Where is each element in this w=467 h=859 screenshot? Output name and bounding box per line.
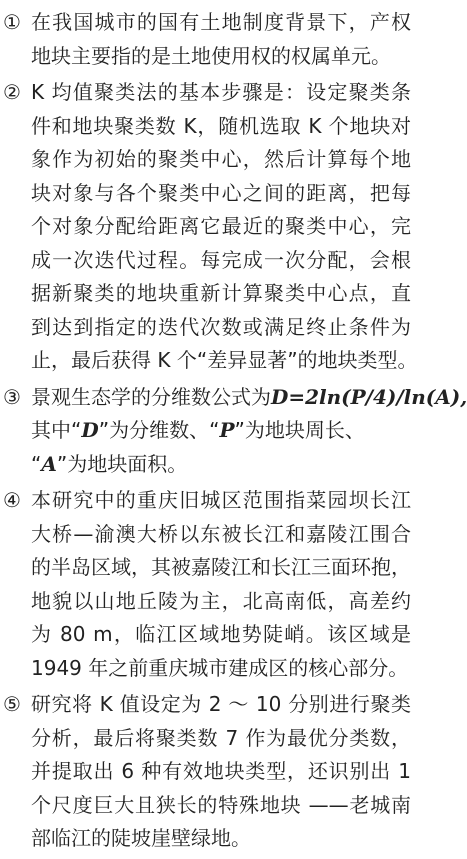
- note-marker: ①: [3, 10, 21, 34]
- note-3: [0, 381, 467, 482]
- note-4: [0, 484, 415, 685]
- note-line: 为 80 m，临江区域地势陡峭。该区域是: [31, 622, 411, 646]
- note-line: 部临江的陡坡崖壁绿地。: [31, 826, 251, 850]
- note-line: 本研究中的重庆旧城区范围指菜园坝长江: [31, 488, 411, 512]
- note-5: [0, 688, 415, 856]
- note-line: 大桥—渝澳大桥以东被长江和嘉陵江围合: [31, 521, 411, 546]
- variable-a: A: [41, 451, 57, 476]
- note-line: 并提取出 6 种有效地块类型，还识别出 1: [31, 759, 411, 783]
- text-fragment: 其中“: [31, 418, 82, 442]
- note-line: 到达到指定的迭代次数或满足终止条件为: [31, 314, 411, 339]
- note-1: [0, 6, 415, 73]
- note-line: K 均值聚类法的基本步骤是：设定聚类条: [31, 80, 411, 104]
- note-line: 分析，最后将聚类数 7 作为最优分类数，: [31, 725, 411, 750]
- note-line: 地貌以山地丘陵为主，北高南低，高差约: [31, 588, 411, 613]
- text-fragment: ”为地块周长、: [234, 418, 365, 442]
- note-line: 研究将 K 值设定为 2 ～ 10 分别进行聚类: [31, 692, 411, 716]
- note-marker: ②: [3, 80, 21, 104]
- note-line: 在我国城市的国有土地制度背景下，产权: [31, 10, 411, 34]
- note-line: 地块主要指的是土地使用权的权属单元。: [31, 43, 391, 68]
- note-line: 止，最后获得 K 个“差异显著”的地块类型。: [31, 348, 418, 372]
- fractal-dimension-formula: D=2ln(P/4)/ln(A),: [271, 384, 467, 409]
- footnote-list: [0, 6, 467, 859]
- note-line-formula: [31, 381, 467, 415]
- note-line: 件和地块聚类数 K，随机选取 K 个地块对: [31, 113, 411, 138]
- text-fragment: ”为地块面积。: [56, 451, 188, 476]
- note-marker: ④: [3, 488, 21, 512]
- note-line: 个对象分配给距离它最近的聚类中心，完: [31, 214, 411, 238]
- variable-p: P: [219, 418, 235, 442]
- note-line: 成一次迭代过程。每完成一次分配，会根: [31, 247, 411, 272]
- note-line: 的半岛区域，其被嘉陵江和长江三面环抱，: [31, 555, 411, 579]
- note-marker: ③: [3, 384, 21, 409]
- note-line-area: [31, 448, 411, 482]
- note-line-variables: [31, 414, 411, 448]
- variable-d: D: [81, 418, 99, 442]
- note-line: 象作为初始的聚类中心，然后计算每个地: [31, 147, 411, 171]
- text-fragment: ”为分维数、“: [98, 418, 220, 442]
- note-line: 据新聚类的地块重新计算聚类中心点，直: [31, 281, 411, 305]
- note-2: [0, 76, 418, 378]
- note-marker: ⑤: [3, 692, 21, 716]
- note-line: 个尺度巨大且狭长的特殊地块 ——老城南: [31, 792, 411, 817]
- formula-intro: 景观生态学的分维数公式为: [31, 384, 271, 409]
- note-line: 1949 年之前重庆城市建成区的核心部分。: [31, 655, 409, 680]
- text-fragment: “: [31, 451, 42, 476]
- note-line: 块对象与各个聚类中心之间的距离，把每: [31, 180, 411, 205]
